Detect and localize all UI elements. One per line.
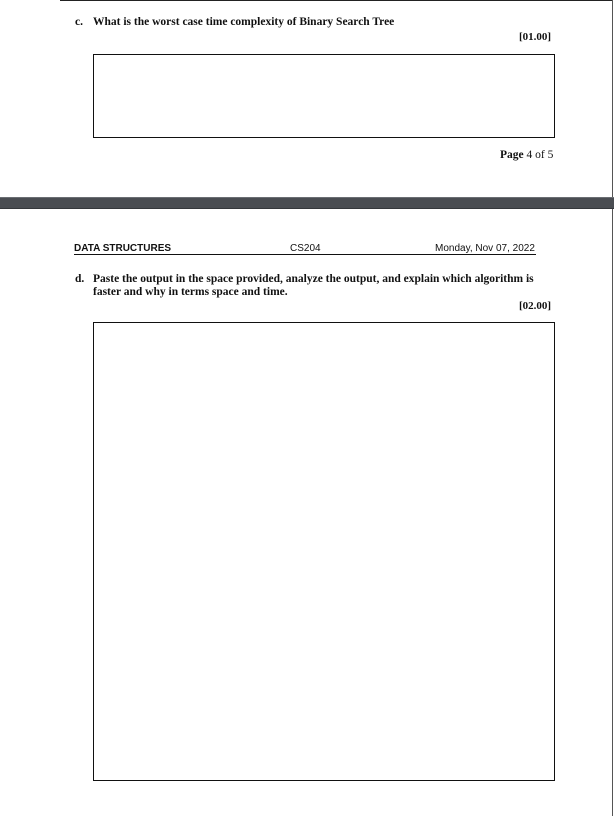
header-date: Monday, Nov 07, 2022 (435, 243, 535, 254)
question-d-text-line2: faster and why in terms space and time. (93, 286, 288, 298)
question-d-answer-box[interactable] (93, 322, 555, 781)
document-page-4 (0, 0, 613, 197)
question-c-letter: c. (75, 16, 83, 28)
table-top-border (60, 0, 612, 1)
page-separator (0, 197, 614, 209)
page-current: 4 (526, 149, 533, 161)
header-course: DATA STRUCTURES (74, 243, 172, 254)
page-of: of (535, 149, 545, 161)
question-d-text-line1: Paste the output in the space provided, analyze the output, and explain which algorithm is (93, 273, 534, 285)
document-page-5 (0, 209, 613, 816)
page-total: 5 (547, 149, 554, 161)
question-d-marks: [02.00] (519, 300, 552, 312)
header-course-code: CS204 (290, 243, 321, 254)
header-underline (74, 254, 536, 255)
page-number (500, 149, 553, 161)
question-c-marks: [01.00] (519, 31, 552, 43)
page-label: Page (500, 149, 524, 161)
question-c-answer-box[interactable] (93, 54, 555, 138)
question-c-text: What is the worst case time complexity of Binary Search Tree (93, 16, 395, 28)
question-d-letter: d. (75, 273, 85, 285)
